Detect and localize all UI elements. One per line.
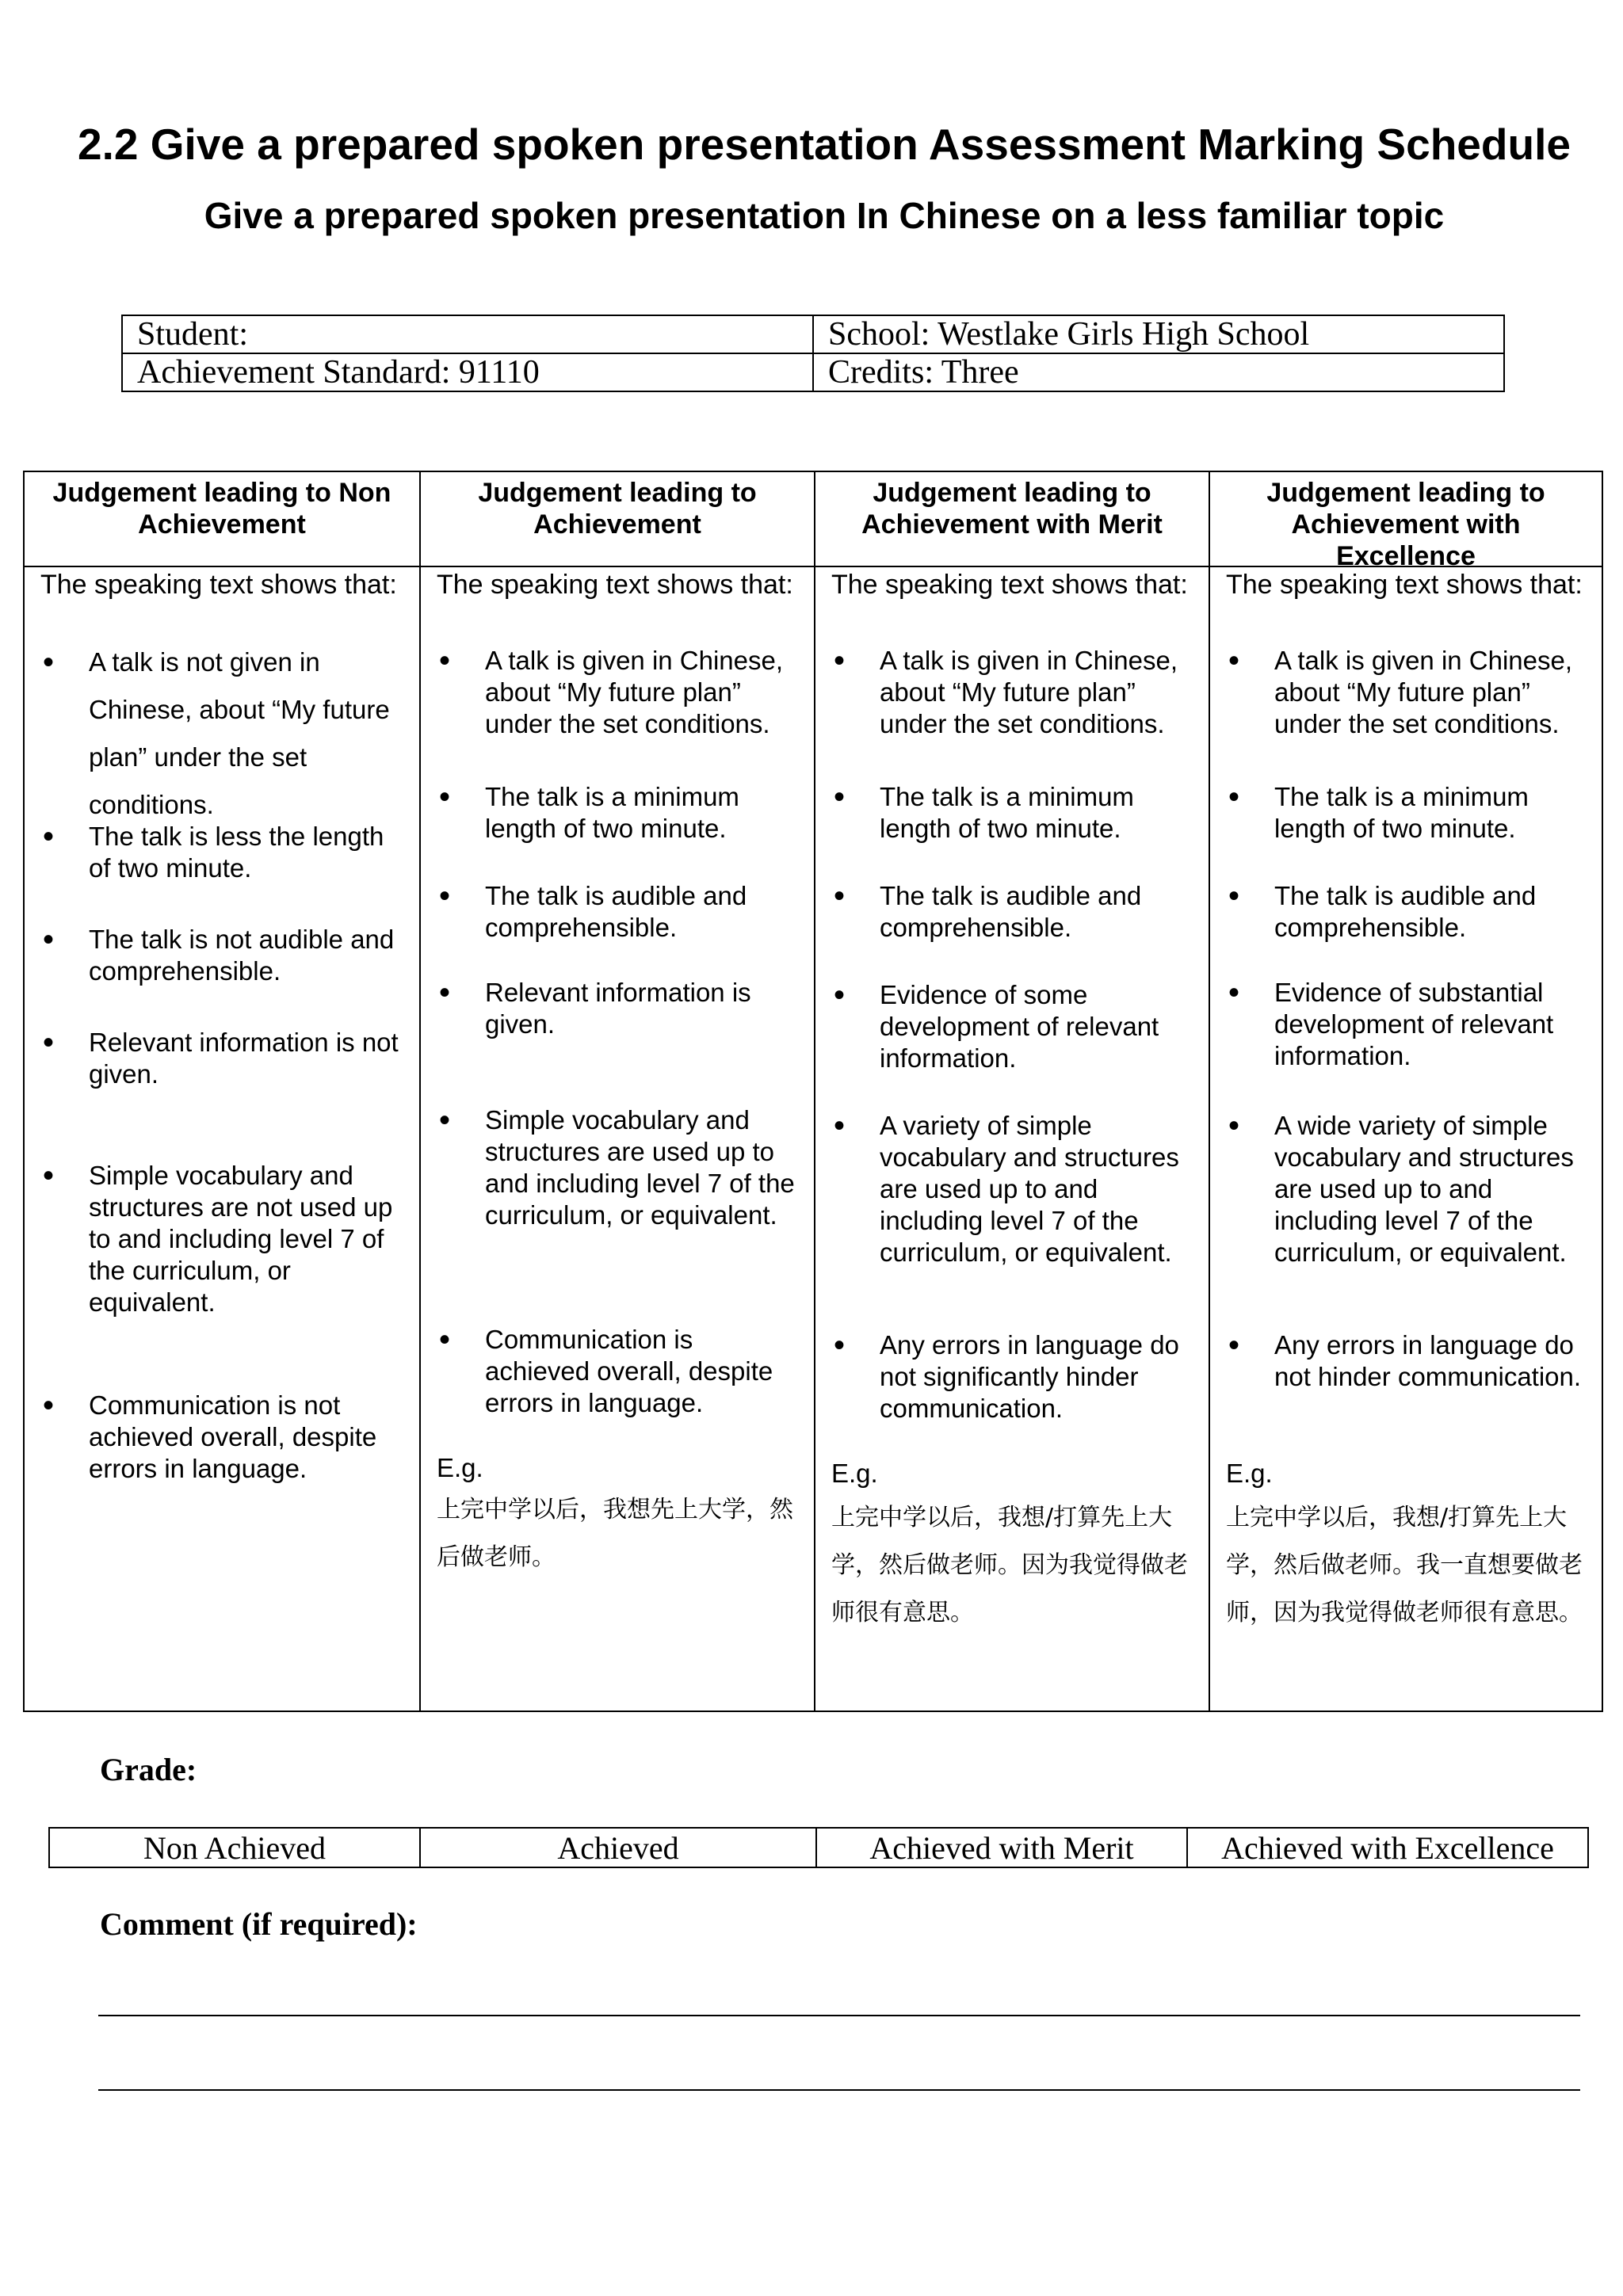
example-label: E.g. bbox=[437, 1453, 483, 1482]
column-non-achievement bbox=[25, 472, 419, 1711]
column-merit bbox=[814, 472, 1209, 1711]
column-heading: Judgement leading to Achievement with Merit bbox=[815, 472, 1209, 567]
criterion-item: • A talk is given in Chinese, about “My future plan” under the set conditions. bbox=[880, 645, 1197, 740]
comment-line[interactable] bbox=[98, 2015, 1580, 2016]
criterion-item: • The talk is not audible and comprehensible. bbox=[89, 924, 406, 987]
criterion-item: • Relevant information is not given. bbox=[89, 1027, 406, 1090]
example-chinese: 上完中学以后，我想/打算先上大学，然后做老师。我一直想要做老师，因为我觉得做老师很有意思。 bbox=[1226, 1504, 1583, 1627]
example-chinese: 上完中学以后，我想先上大学，然后做老师。 bbox=[437, 1496, 793, 1571]
intro-text: The speaking text shows that: bbox=[437, 570, 793, 600]
page-subtitle: Give a prepared spoken presentation In Chinese on a less familiar topic bbox=[204, 195, 1445, 236]
column-heading: Judgement leading to Achievement bbox=[421, 472, 814, 567]
criterion-item: • Relevant information is given. bbox=[485, 977, 802, 1040]
criterion-item: • Simple vocabulary and structures are used up to and including level 7 of the curriculum, or equivalent. bbox=[485, 1104, 802, 1231]
criterion-item: • Simple vocabulary and structures are not used up to and including level 7 of the curriculum, or equivalent. bbox=[89, 1160, 406, 1318]
grade-option-merit[interactable]: Achieved with Merit bbox=[816, 1828, 1187, 1867]
page-title: 2.2 Give a prepared spoken presentation Assessment Marking Schedule bbox=[78, 120, 1571, 169]
criterion-item: • The talk is audible and comprehensible. bbox=[1274, 880, 1591, 944]
criterion-item: • A talk is given in Chinese, about “My future plan” under the set conditions. bbox=[1274, 645, 1591, 740]
criterion-item: • Evidence of substantial development of relevant information. bbox=[1274, 977, 1591, 1072]
criterion-item: • Any errors in language do not hinder communication. bbox=[1274, 1329, 1591, 1393]
credits-field: Credits: Three bbox=[813, 353, 1504, 391]
school-field: School: Westlake Girls High School bbox=[813, 315, 1504, 353]
intro-text: The speaking text shows that: bbox=[1226, 570, 1583, 600]
standard-field: Achievement Standard: 91110 bbox=[122, 353, 813, 391]
criterion-item: • The talk is audible and comprehensible. bbox=[485, 880, 802, 944]
comment-line[interactable] bbox=[98, 2089, 1580, 2091]
criterion-item: • The talk is a minimum length of two minute. bbox=[485, 781, 802, 845]
grade-label: Grade: bbox=[100, 1752, 197, 1787]
comment-label: Comment (if required): bbox=[100, 1906, 418, 1942]
column-heading: Judgement leading to Achievement with Excellence bbox=[1210, 472, 1602, 567]
grade-option-non-achieved[interactable]: Non Achieved bbox=[49, 1828, 420, 1867]
criterion-item: • A talk is not given in Chinese, about “My future plan” under the set conditions. bbox=[89, 639, 406, 829]
criterion-item: • A variety of simple vocabulary and structures are used up to and including level 7 of the curriculum, or equivalent. bbox=[880, 1110, 1197, 1268]
example-chinese: 上完中学以后，我想/打算先上大学，然后做老师。因为我觉得做老师很有意思。 bbox=[831, 1504, 1188, 1627]
grade-table bbox=[48, 1827, 1589, 1868]
criterion-item: • The talk is a minimum length of two minute. bbox=[880, 781, 1197, 845]
criterion-item: • Evidence of some development of relevant information. bbox=[880, 979, 1197, 1074]
student-info-table bbox=[121, 315, 1505, 392]
criterion-item: • A talk is given in Chinese, about “My future plan” under the set conditions. bbox=[485, 645, 802, 740]
criterion-item: • The talk is a minimum length of two minute. bbox=[1274, 781, 1591, 845]
criterion-item: • A wide variety of simple vocabulary and structures are used up to and including level 7 of the curriculum, or equivalent. bbox=[1274, 1110, 1591, 1268]
column-excellence bbox=[1209, 472, 1602, 1711]
grade-option-excellence[interactable]: Achieved with Excellence bbox=[1187, 1828, 1588, 1867]
example-label: E.g. bbox=[831, 1459, 878, 1488]
example-label: E.g. bbox=[1226, 1459, 1273, 1488]
criterion-item: • The talk is less the length of two minute. bbox=[89, 821, 406, 884]
criterion-item: • Communication is not achieved overall, despite errors in language. bbox=[89, 1390, 406, 1485]
column-achievement bbox=[419, 472, 814, 1711]
column-heading: Judgement leading to Non Achievement bbox=[25, 472, 419, 567]
grade-option-achieved[interactable]: Achieved bbox=[420, 1828, 816, 1867]
criterion-item: • Any errors in language do not significantly hinder communication. bbox=[880, 1329, 1197, 1425]
rubric-table bbox=[23, 471, 1603, 1712]
criterion-item: • The talk is audible and comprehensible. bbox=[880, 880, 1197, 944]
intro-text: The speaking text shows that: bbox=[40, 570, 397, 600]
criterion-item: • Communication is achieved overall, despite errors in language. bbox=[485, 1324, 802, 1419]
student-field[interactable]: Student: bbox=[122, 315, 813, 353]
intro-text: The speaking text shows that: bbox=[831, 570, 1188, 600]
